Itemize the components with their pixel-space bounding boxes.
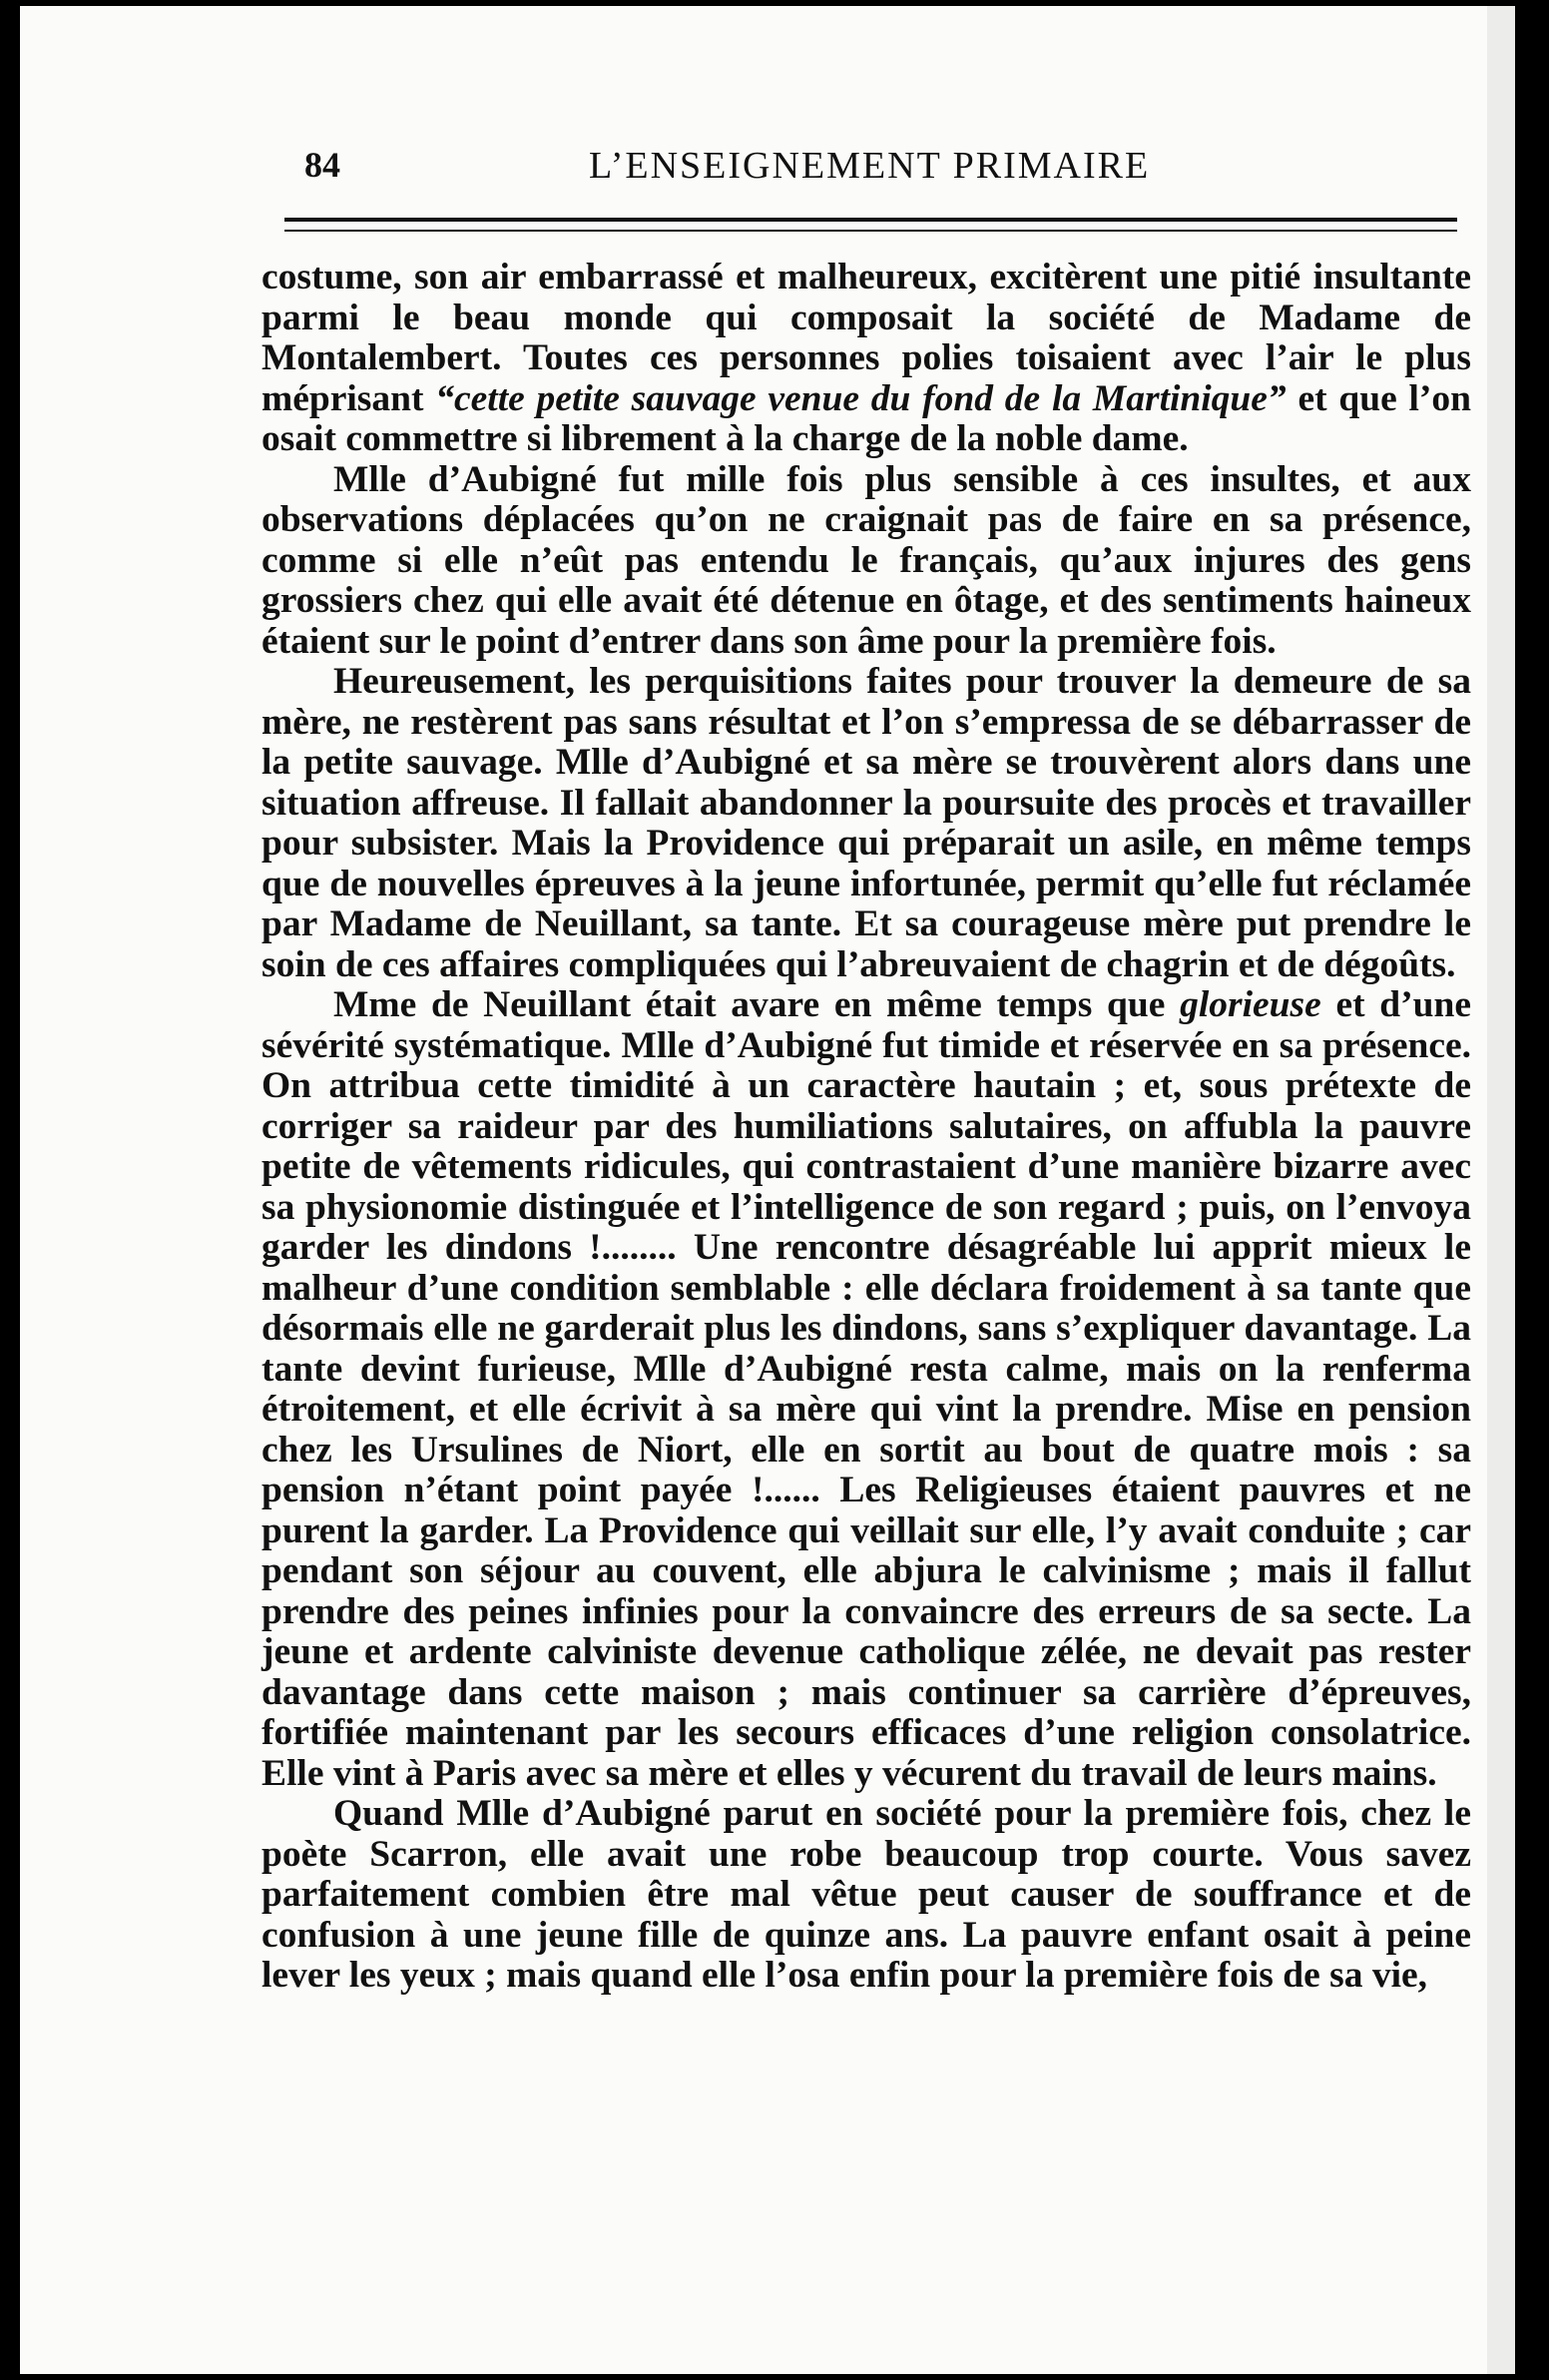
paragraph-1 <box>261 258 1471 460</box>
running-title: L’ENSEIGNEMENT PRIMAIRE <box>589 145 1151 187</box>
header-rule-thin <box>284 230 1457 232</box>
paragraph-1-text-c: et que l’on osait commettre si librement à la charge de la noble dame. <box>261 377 1471 459</box>
paragraph-1-quote: “cette petite sauvage venue du fond de la Martinique” <box>435 377 1287 419</box>
header-rule-thick <box>284 218 1457 222</box>
body-text <box>261 258 1471 1997</box>
running-head <box>304 136 1477 196</box>
paragraph-4-emphasis: glorieuse <box>1180 984 1321 1025</box>
paragraph-2: Mlle d’Aubigné fut mille fois plus sensible à ces insultes, et aux observations déplacées qu’on ne craignait pas de faire en sa présence, comme si elle n’eût pas entendu le français, qu’aux injures des gens grossiers chez qui elle avait été détenue en ôtage, et des sentiments haineux étaient sur le point d’entrer dans son âme pour la première fois. <box>261 458 1471 662</box>
paragraph-1-text-a: costume, son air embarrassé et malheureux, excitèrent une pitié insultante parmi le beau monde qui composait la société de Madame de Montalembert. Toutes ces personnes polies toisaient avec l’air le plus méprisant <box>261 257 1471 419</box>
paragraph-5: Quand Mlle d’Aubigné parut en société pour la première fois, chez le poète Scarron, elle avait une robe beaucoup trop courte. Vous savez parfaitement combien être mal vêtue peut causer de souffrance et de confusion à une jeune fille de quinze ans. La pauvre enfant osait à peine lever les yeux ; mais quand elle l’osa enfin pour la première fois de sa vie, <box>261 1793 1471 1996</box>
paragraph-3: Heureusement, les perquisitions faites pour trouver la demeure de sa mère, ne restèrent pas sans résultat et l’on s’empressa de se débarrasser de la petite sauvage. Mlle d’Aubigné et sa mère se trouvèrent alors dans une situation affreuse. Il fallait abandonner la poursuite des procès et travailler pour subsister. Mais la Providence qui préparait un asile, en même temps que de nouvelles épreuves à la jeune infortunée, permit qu’elle fut réclamée par Madame de Neuillant, sa tante. Et sa courageuse mère put prendre le soin de ces affaires compliquées qui l’abreuvaient de chagrin et de dégoûts. <box>261 661 1471 985</box>
paragraph-4-text-a: Mme de Neuillant était avare en même temps que <box>333 984 1181 1025</box>
paragraph-4-text-c: et d’une sévérité systématique. Mlle d’Aubigné fut timide et réservée en sa présence. On attribua cette timidité à un caractère hautain ; et, sous prétexte de corriger sa raideur par des humiliations salutaires, on affubla la pauvre petite de vêtements ridicules, qui contrastaient d’une manière bizarre avec sa physionomie distinguée et l’intelligence de son regard ; puis, on l’envoya garder les dindons !........ Une rencontre désagréable lui apprit mieux le malheur d’une condition semblable : elle déclara froidement à sa tante que désormais elle ne garderait plus les dindons, sans s’expliquer davantage. La tante devint furieuse, Mlle d’Aubigné resta calme, mais on la renferma étroitement, et elle écrivit à sa mère qui vint la prendre. Mise en pension chez les Ursulines de Niort, elle en sortit au bout de quatre mois : sa pension n’étant point payée !...... Les Religieuses étaient pauvres et ne purent la garder. La Providence qui veillait sur elle, l’y avait conduite ; car pendant son séjour au couvent, elle abjura le calvinisme ; mais il fallut prendre des peines infinies pour la convaincre des erreurs de sa secte. La jeune et ardente calviniste devenue catholique zélée, ne devait pas rester davantage dans cette maison ; mais continuer sa carrière d’épreuves, fortifiée maintenant par les secours efficaces d’une religion consolatrice. Elle vint à Paris avec sa mère et elles y vécurent du travail de leurs mains. <box>261 984 1471 1794</box>
page-number: 84 <box>304 145 340 185</box>
page-edge <box>1487 6 1515 2374</box>
paragraph-4 <box>261 985 1471 1794</box>
